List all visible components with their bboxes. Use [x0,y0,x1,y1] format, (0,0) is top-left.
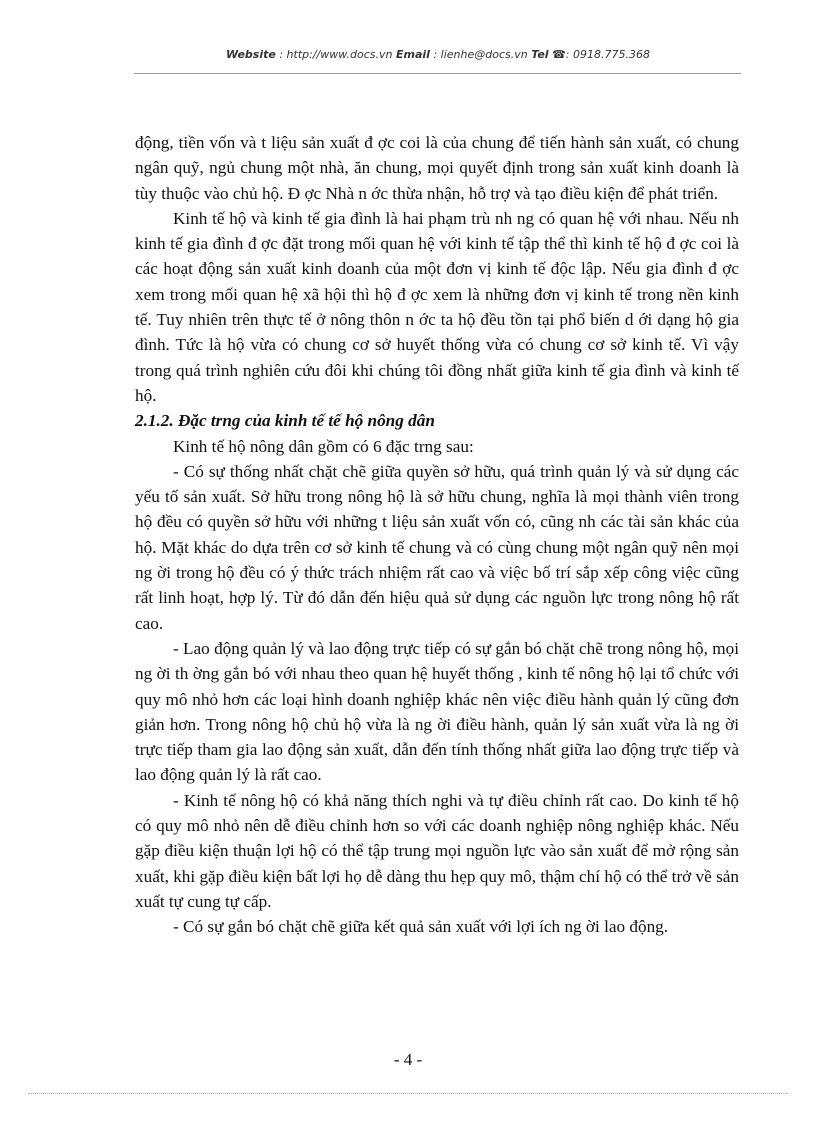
phone-icon: ☎ [552,48,566,61]
paragraph: động, tiền vốn và t liệu sản xuất đ ợc coi là của chung để tiến hành sản xuất, có chung ngân quỹ, ngủ chung một nhà, ăn chung, mọi quyết định trong sản xuất kinh doanh là tùy thuộc vào chủ hộ. Đ ợc Nhà n ớc thừa nhận, hỗ trợ và tạo điều kiện để phát triển. [135,133,739,203]
header-divider [134,73,741,74]
paragraph: Kinh tế hộ và kinh tế gia đình là hai phạm trù nh ng có quan hệ với nhau. Nếu nh kinh tế gia đình đ ợc đặt trong mối quan hệ với kinh tế tập thể thì kinh tế hộ đ ợc coi là các hoạt động sản xuất kinh doanh của một đơn vị kinh tế độc lập. Nếu gia đình đ ợc xem trong mối quan hệ xã hội thì hộ đ ợc xem là những đơn vị kinh tế trong nền kinh tế. Tuy nhiên trên thực tế ở nông thôn n ớc ta hộ đều tồn tại phổ biến d ới dạng hộ gia đình. Tức là hộ vừa có chung cơ sở huyết thống vừa có chung cơ sở kinh tế. Vì vậy trong quá trình nghiên cứu đôi khi chúng tôi đồng nhất giữa kinh tế gia đình và kinh tế hộ. [135,208,739,405]
section-heading: 2.1.2. Đặc trng của kinh tế tế hộ nông dân [135,411,435,431]
paragraph: - Có sự thống nhất chặt chẽ giữa quyền sở hữu, quá trình quản lý và sử dụng các yếu tố sản xuất. Sở hữu trong nông hộ là sở hữu chung, nghĩa là mọi thành viên trong hộ đều có quyền sở hữu với những t liệu sản xuất vốn có, cũng nh các tài sản khác của hộ. Mặt khác do dựa trên cơ sở kinh tế chung và có cùng chung một ngân quỹ nên mọi ng ời trong hộ đều có ý thức trách nhiệm rất cao và việc bố trí sắp xếp công việc cũng rất linh hoạt, hợp lý. Từ đó dẫn đến hiệu quả sử dụng các nguồn lực trong nông hộ rất cao. [135,461,739,633]
paragraph: - Lao động quản lý và lao động trực tiếp có sự gắn bó chặt chẽ trong nông hộ, mọi ng ời th ờng gắn bó với nhau theo quan hệ huyết thống , kinh tế nông hộ lại tổ chức với quy mô nhỏ hơn các loại hình doanh nghiệp khác nên việc điều hành quản lý cũng đơn giản hơn. Trong nông hộ chủ hộ vừa là ng ời điều hành, quản lý sản xuất vừa là ng ời trực tiếp tham gia lao động sản xuất, dẫn đến tính thống nhất giữa lao động trực tiếp và lao động quản lý là rất cao. [135,638,739,785]
paragraph: - Kinh tế nông hộ có khả năng thích nghi và tự điều chỉnh rất cao. Do kinh tế hộ có quy mô nhỏ nên dễ điều chỉnh hơn so với các doanh nghiệp nông nghiệp khác. Nếu gặp điều kiện thuận lợi hộ có thể tập trung mọi nguồn lực vào sản xuất để mở rộng sản xuất, khi gặp điều kiện bất lợi họ dễ dàng thu hẹp quy mô, thậm chí hộ có thể trở về sản xuất tự cung tự cấp. [135,790,739,911]
website-label: Website [226,48,276,61]
page-bottom-divider [28,1093,788,1094]
website-value: : http://www.docs.vn [279,48,393,61]
email-value: : lienhe@docs.vn [433,48,528,61]
tel-value: : 0918.775.368 [565,48,650,61]
email-label: Email [396,48,430,61]
body-text [135,130,739,940]
tel-label: Tel [531,48,549,61]
paragraph: Kinh tế hộ nông dân gồm có 6 đặc trng sau: [173,436,474,456]
page-number: - 4 - [393,1050,423,1069]
page-header [134,48,742,61]
paragraph: - Có sự gắn bó chặt chẽ giữa kết quả sản xuất với lợi ích ng ời lao động. [173,917,669,937]
